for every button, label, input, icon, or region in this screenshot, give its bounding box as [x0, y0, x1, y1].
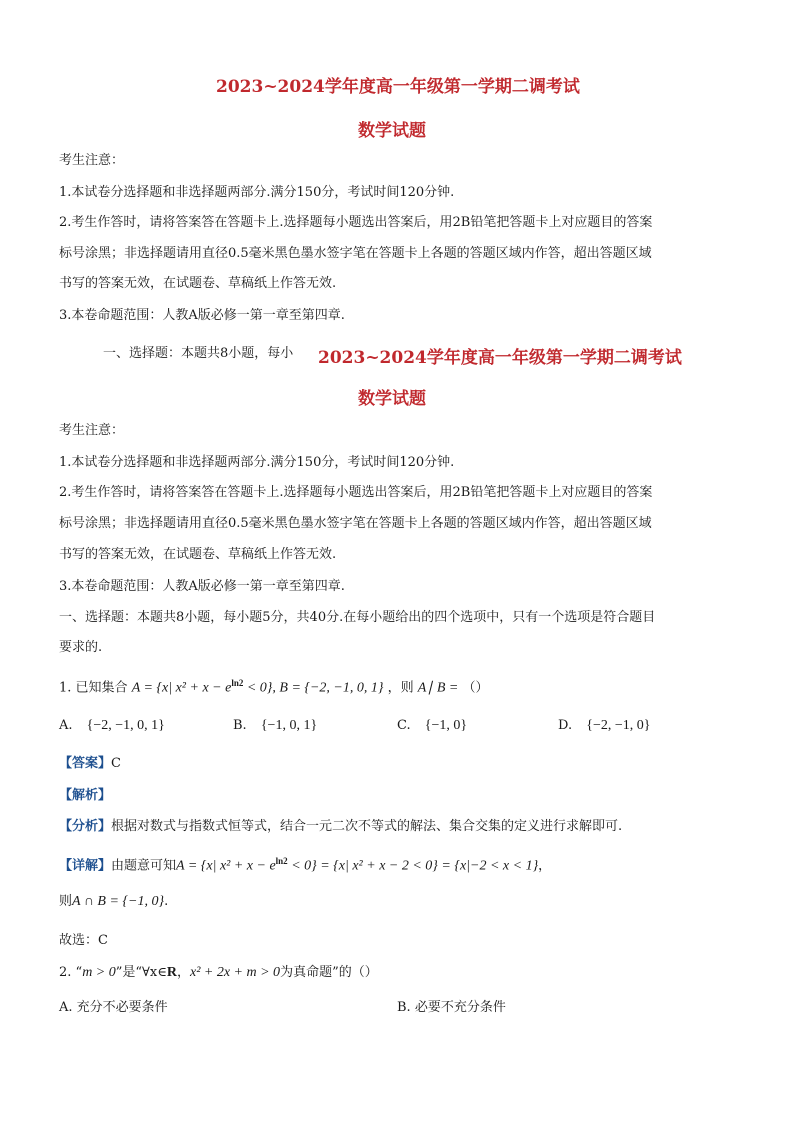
- q2-condition: m > 0: [82, 965, 116, 980]
- q1-option-c: [397, 718, 467, 734]
- fenxi-text: 根据对数式与指数式恒等式，结合一元二次不等式的解法、集合交集的定义进行求解即可.: [111, 819, 623, 834]
- exam-subtitle: 数学试题: [358, 121, 426, 141]
- then-math: A ∩ B = {−1, 0}: [72, 894, 165, 909]
- q1-prefix: 1. 已知集合: [59, 680, 128, 696]
- option-value: {−2, −1, 0}: [586, 718, 651, 733]
- q1-conclusion: [59, 894, 168, 910]
- notice-line-2b-repeat: 标号涂黑；非选择题请用直径0.5毫米黑色墨水签字笔在答题卡上各题的答题区域内作答，超出答题区域: [59, 516, 652, 531]
- xiangjie-tag: 【详解】: [59, 858, 112, 874]
- q1-final-choice: 故选：C: [59, 933, 108, 948]
- q1-exponent: ln2: [231, 678, 244, 688]
- q1-ask: A∣ B =: [417, 680, 459, 696]
- notice-line-2a-repeat: 2.考生作答时，请将答案答在答题卡上.选择题每小题选出答案后，用2B铅笔把答题卡上对应题目的答案: [59, 485, 653, 500]
- q2-real-set: R: [166, 965, 177, 980]
- xiangjie-pre: 由题意可知: [111, 858, 177, 874]
- q2-mid1: ”是“∀x∈: [115, 965, 167, 980]
- q1-fenxi: [59, 819, 622, 835]
- q1-answer: [59, 756, 121, 772]
- notice-line-2b: 标号涂黑；非选择题请用直径0.5毫米黑色墨水签字笔在答题卡上各题的答题区域内作答，超出答题区域: [59, 246, 652, 261]
- xiangjie-end: ，: [538, 858, 552, 874]
- q1-option-d: [558, 718, 650, 734]
- answer-value: C: [111, 756, 121, 771]
- notice-heading-repeat: 考生注意：: [59, 423, 125, 438]
- then-pre: 则: [59, 894, 73, 909]
- q1-set-a-end: < 0}, B = {−2, −1, 0, 1}: [243, 680, 384, 696]
- section-instructions-b: 要求的.: [59, 640, 103, 655]
- option-value: {−1, 0, 1}: [260, 718, 318, 733]
- option-value: {−1, 0}: [424, 718, 468, 733]
- q2-mid2: ，: [176, 965, 190, 980]
- analysis-tag: 【解析】: [59, 788, 112, 803]
- fenxi-tag: 【分析】: [59, 819, 112, 834]
- option-label: A.: [59, 718, 73, 733]
- q2-prefix: 2. “: [59, 965, 83, 980]
- exam-subtitle-repeat: 数学试题: [358, 389, 426, 409]
- q1-option-a: [59, 718, 165, 734]
- q1-suffix: ，则: [387, 680, 414, 696]
- question-2: [59, 965, 378, 981]
- notice-line-2c-repeat: 书写的答案无效，在试题卷、草稿纸上作答无效.: [59, 547, 337, 562]
- option-label: D.: [558, 718, 573, 733]
- notice-line-2a: 2.考生作答时，请将答案答在答题卡上.选择题每小题选出答案后，用2B铅笔把答题卡上对应题目的答案: [59, 215, 653, 230]
- then-end: .: [164, 894, 169, 909]
- q1-xiangjie: [59, 853, 551, 874]
- option-label: C.: [397, 718, 411, 733]
- notice-line-1-repeat: 1.本试卷分选择题和非选择题两部分.满分150分，考试时间120分钟.: [59, 455, 455, 470]
- q2-option-a: A. 充分不必要条件: [59, 1000, 168, 1015]
- q1-paren: （）: [462, 680, 489, 696]
- q1-option-b: [233, 718, 317, 734]
- xiangjie-math-1: A = {x| x² + x − e: [176, 858, 276, 874]
- q2-inequality: x² + 2x + m > 0: [189, 965, 281, 980]
- answer-tag: 【答案】: [59, 756, 112, 771]
- question-1: [59, 675, 489, 696]
- option-value: {−2, −1, 0, 1}: [86, 718, 165, 733]
- notice-line-1: 1.本试卷分选择题和非选择题两部分.满分150分，考试时间120分钟.: [59, 185, 455, 200]
- notice-line-2c: 书写的答案无效，在试题卷、草稿纸上作答无效.: [59, 276, 337, 291]
- q1-set-a: A = {x| x² + x − e: [131, 680, 232, 696]
- xiangjie-math-2: < 0} = {x| x² + x − 2 < 0} = {x|−2 < x < 1}: [287, 858, 539, 874]
- exam-title: 2023~2024学年度高一年级第一学期二调考试: [216, 77, 580, 97]
- section-instructions-a: 一、选择题：本题共8小题，每小题5分，共40分.在每小题给出的四个选项中，只有一个选项是符合题目: [59, 610, 656, 625]
- q2-option-b: B. 必要不充分条件: [397, 1000, 506, 1015]
- notice-heading: 考生注意：: [59, 153, 125, 168]
- option-label: B.: [233, 718, 247, 733]
- notice-line-3: 3.本卷命题范围：人教A版必修一第一章至第四章.: [59, 308, 345, 323]
- notice-line-3-repeat: 3.本卷命题范围：人教A版必修一第一章至第四章.: [59, 579, 345, 594]
- xiangjie-exponent: ln2: [275, 856, 288, 866]
- q2-mid3: 为真命题”的（）: [280, 965, 378, 980]
- exam-title-repeat: 2023~2024学年度高一年级第一学期二调考试: [318, 348, 682, 368]
- section-fragment: 一、选择题：本题共8小题，每小: [103, 346, 294, 361]
